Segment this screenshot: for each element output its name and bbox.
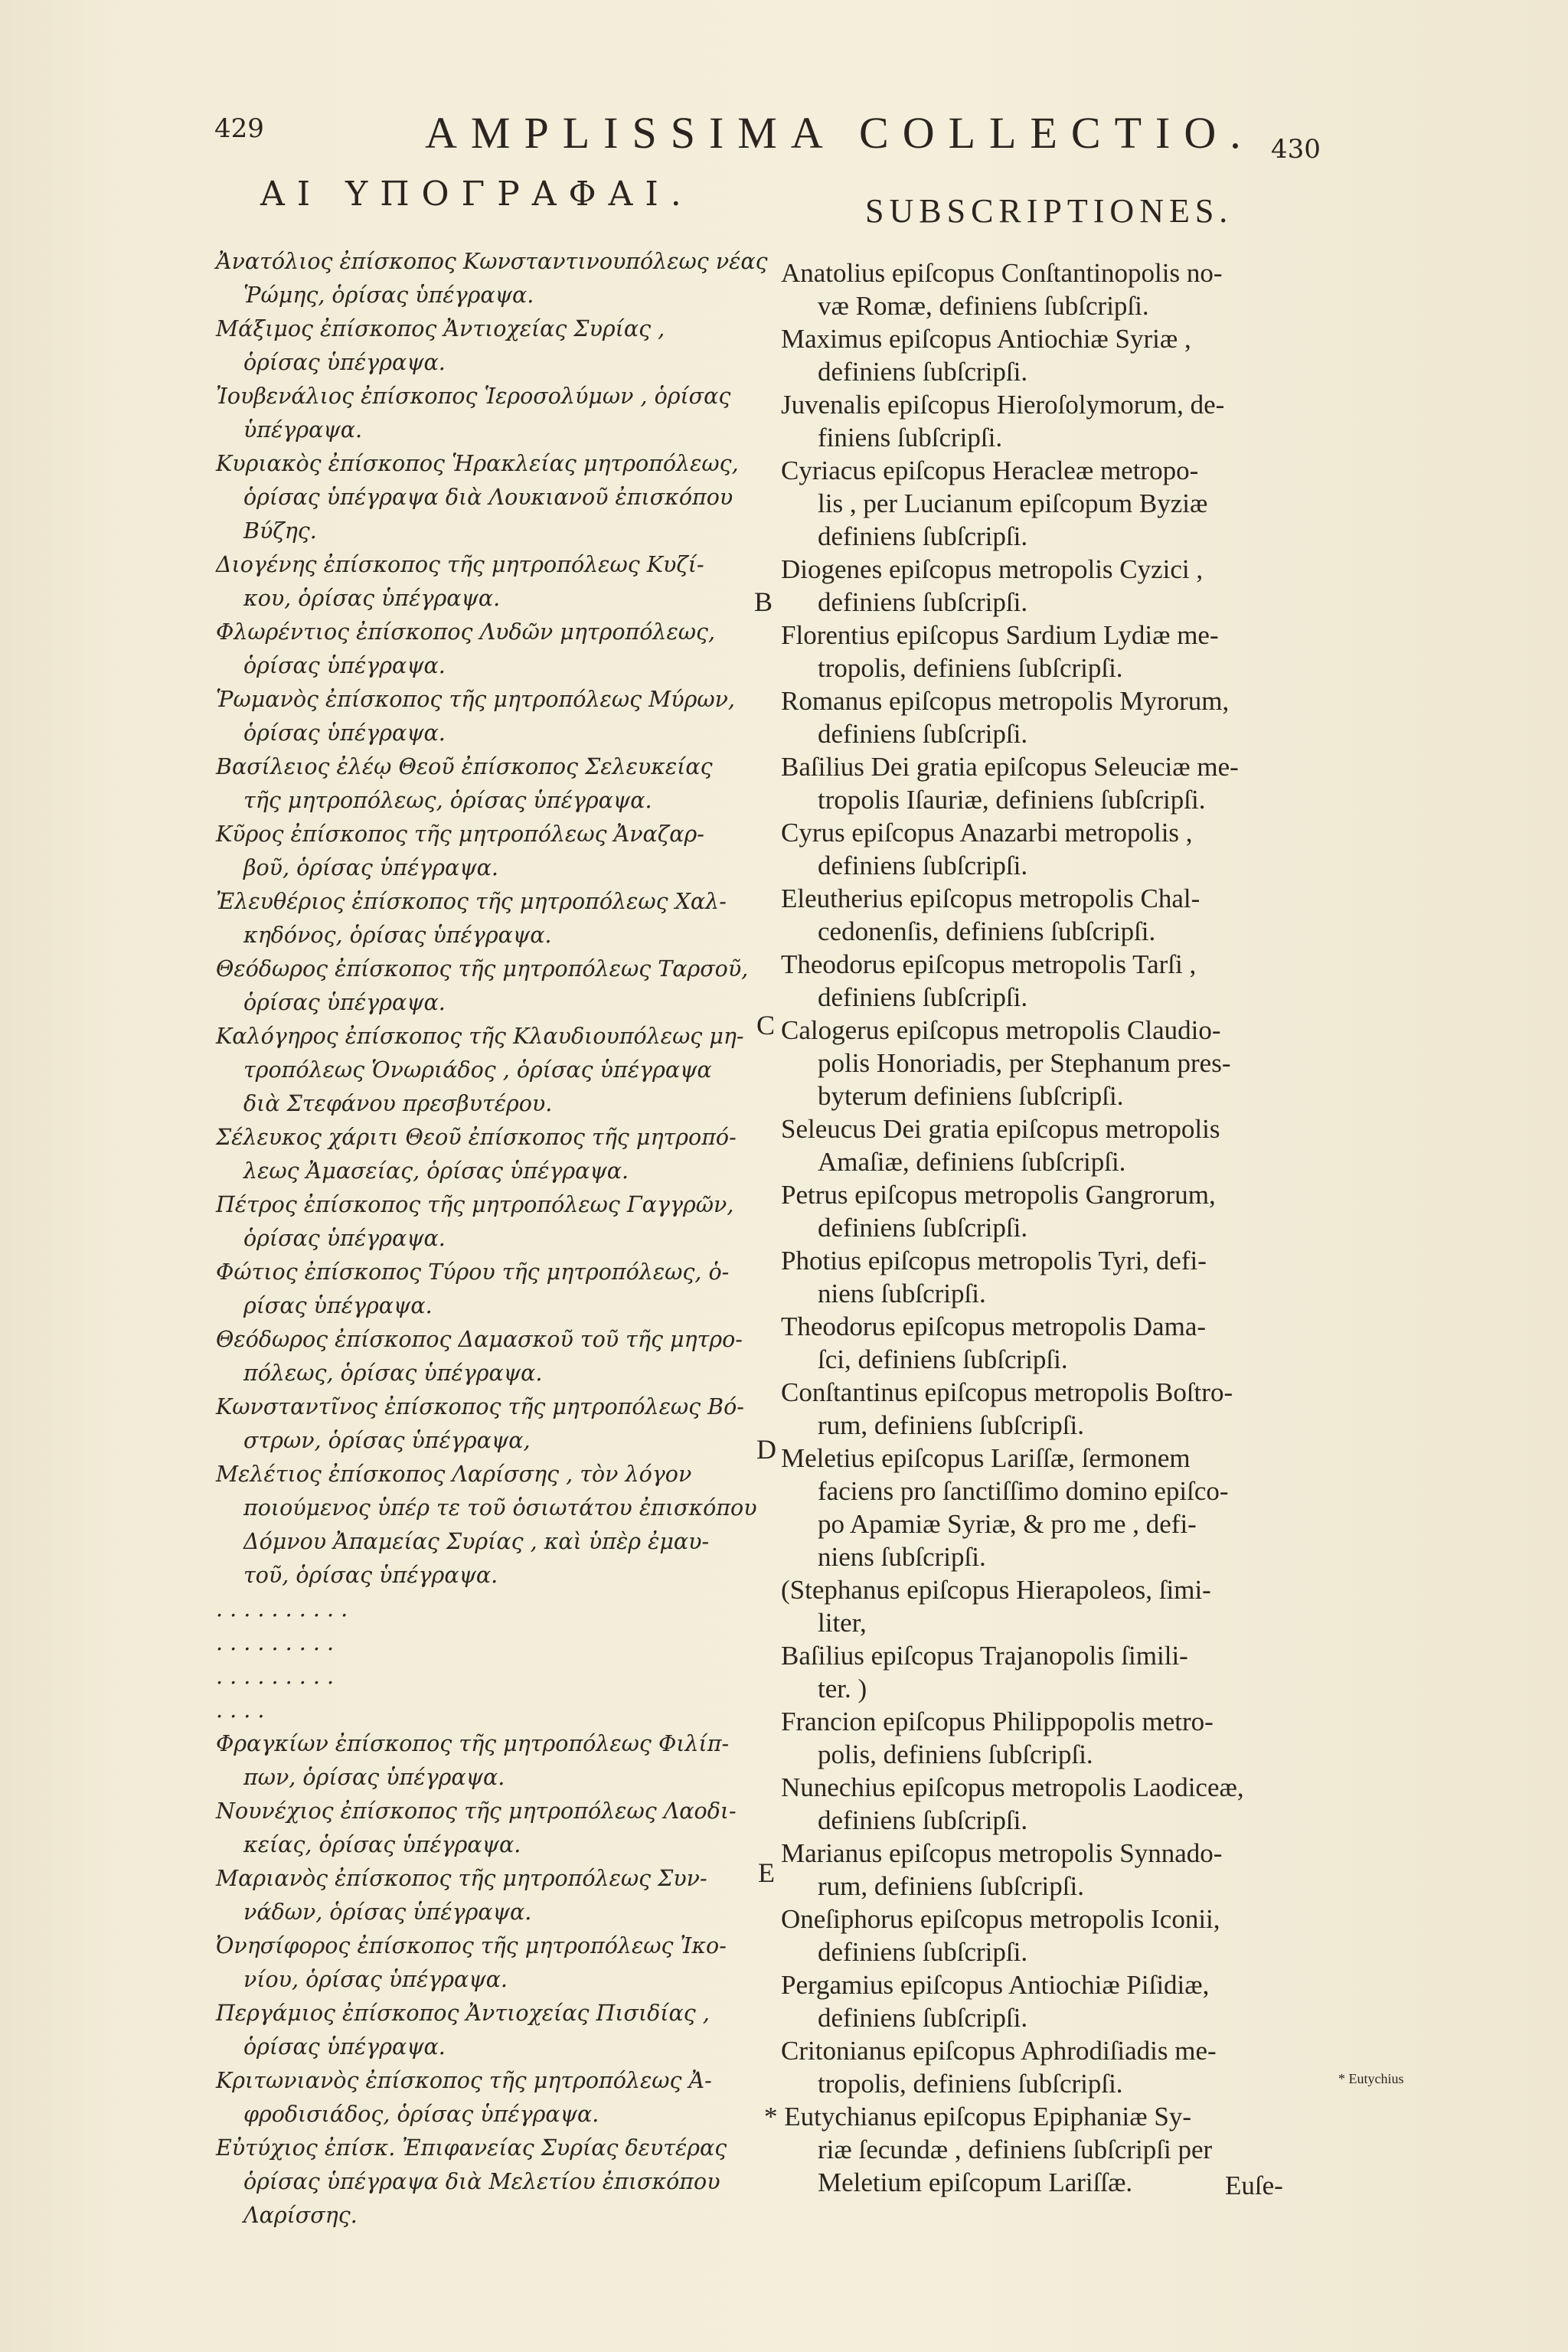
greek-text-line: . . . . . . . . . bbox=[216, 1630, 335, 1655]
latin-text-line: Meletius epiſcopus Lariſſæ, ſermonem bbox=[781, 1443, 1191, 1473]
latin-text-line: definiens ſubſcripſi. bbox=[818, 1213, 1028, 1243]
greek-text-line: Κριτωνιανὸς ἐπίσκοπος τῆς μητροπόλεως Ἀ- bbox=[216, 2068, 712, 2093]
greek-text-line: Σέλευκος χάριτι Θεοῦ ἐπίσκοπος τῆς μητροπό- bbox=[216, 1125, 737, 1150]
greek-text-line: ρίσας ὑπέγραψα. bbox=[243, 1293, 433, 1318]
margin-marker-d: D bbox=[756, 1434, 776, 1465]
greek-text-line: ὁρίσας ὑπέγραψα. bbox=[243, 1226, 446, 1251]
greek-text-line: Εὐτύχιος ἐπίσκ. Ἐπιφανείας Συρίας δευτέρας bbox=[216, 2135, 727, 2161]
greek-text-line: τοῦ, ὁρίσας ὑπέγραψα. bbox=[243, 1563, 498, 1588]
latin-text-line: definiens ſubſcripſi. bbox=[818, 719, 1028, 749]
greek-text-line: ὑπέγραψα. bbox=[243, 417, 363, 443]
greek-text-line: Μαριανὸς ἐπίσκοπος τῆς μητροπόλεως Συν- bbox=[216, 1866, 707, 1891]
greek-text-line: ποιούμενος ὑπέρ τε τοῦ ὁσιωτάτου ἐπισκόπου bbox=[243, 1495, 757, 1521]
greek-text-line: νίου, ὁρίσας ὑπέγραψα. bbox=[243, 1967, 508, 1992]
latin-text-line: Maximus epiſcopus Antiochiæ Syriæ , bbox=[781, 324, 1191, 354]
greek-text-line: Πέτρος ἐπίσκοπος τῆς μητροπόλεως Γαγγρῶν, bbox=[216, 1192, 734, 1217]
latin-text-line: tropolis, definiens ſubſcripſi. bbox=[818, 653, 1123, 683]
latin-text-line: Baſilius Dei gratia epiſcopus Seleuciæ me- bbox=[781, 752, 1239, 782]
latin-column-heading: SUBSCRIPTIONES. bbox=[865, 192, 1233, 230]
greek-text-line: Ῥώμης, ὁρίσας ὑπέγραψα. bbox=[243, 283, 534, 308]
catchword: Euſe- bbox=[1225, 2171, 1283, 2200]
latin-text-line: polis, definiens ſubſcripſi. bbox=[818, 1740, 1093, 1769]
latin-text-line: Photius epiſcopus metropolis Tyri, defi- bbox=[781, 1246, 1207, 1276]
latin-text-line: Eleutherius epiſcopus metropolis Chal- bbox=[781, 884, 1200, 913]
latin-text-line: Seleucus Dei gratia epiſcopus metropolis bbox=[781, 1114, 1220, 1144]
greek-text-line: Φλωρέντιος ἐπίσκοπος Λυδῶν μητροπόλεως, bbox=[216, 619, 716, 645]
greek-text-line: Βύζης. bbox=[243, 518, 317, 544]
greek-column-heading: ΑΙ ΥΠΟΓΡΑΦΑΙ. bbox=[260, 175, 694, 214]
latin-text-line: Nunechius epiſcopus metropolis Laodiceæ, bbox=[781, 1772, 1244, 1802]
latin-text-line: Theodorus epiſcopus metropolis Dama- bbox=[781, 1312, 1207, 1341]
greek-text-line: Ῥωμανὸς ἐπίσκοπος τῆς μητροπόλεως Μύρων, bbox=[216, 687, 735, 712]
latin-text-line: Romanus epiſcopus metropolis Myrorum, bbox=[781, 686, 1230, 716]
latin-text-line: ſci, definiens ſubſcripſi. bbox=[818, 1344, 1068, 1374]
page-number-right: 430 bbox=[1271, 134, 1321, 165]
latin-text-line: niens ſubſcripſi. bbox=[818, 1542, 986, 1572]
latin-text-line: Calogerus epiſcopus metropolis Claudio- bbox=[781, 1015, 1221, 1045]
greek-text-line: φροδισιάδος, ὁρίσας ὑπέγραψα. bbox=[243, 2102, 599, 2127]
latin-text-line: Theodorus epiſcopus metropolis Tarſi , bbox=[781, 949, 1197, 979]
latin-text-line: Florentius epiſcopus Sardium Lydiæ me- bbox=[781, 620, 1219, 650]
greek-text-line: κηδόνος, ὁρίσας ὑπέγραψα. bbox=[243, 923, 552, 948]
latin-text-line: Anatolius epiſcopus Conſtantinopolis no- bbox=[781, 258, 1223, 288]
latin-text-line: liter, bbox=[818, 1608, 867, 1638]
margin-note: * Eutychius bbox=[1338, 2071, 1404, 2086]
greek-text-line: πόλεως, ὁρίσας ὑπέγραψα. bbox=[243, 1361, 543, 1386]
greek-text-line: κου, ὁρίσας ὑπέγραψα. bbox=[243, 586, 501, 611]
greek-text-line: τῆς μητροπόλεως, ὁρίσας ὑπέγραψα. bbox=[243, 788, 652, 813]
latin-text-line: riæ ſecundæ , definiens ſubſcripſi per bbox=[818, 2135, 1213, 2164]
greek-text-line: λεως Ἀμασείας, ὁρίσας ὑπέγραψα. bbox=[243, 1158, 629, 1184]
latin-text-line: definiens ſubſcripſi. bbox=[818, 2003, 1028, 2033]
latin-text-line: Petrus epiſcopus metropolis Gangrorum, bbox=[781, 1180, 1216, 1210]
latin-text-line: definiens ſubſcripſi. bbox=[818, 521, 1028, 551]
greek-text-line: κείας, ὁρίσας ὑπέγραψα. bbox=[243, 1832, 521, 1857]
latin-text-line: rum, definiens ſubſcripſi. bbox=[818, 1871, 1084, 1901]
latin-text-column bbox=[764, 256, 1332, 2199]
greek-text-line: διὰ Στεφάνου πρεσβυτέρου. bbox=[243, 1091, 553, 1116]
greek-text-line: βοῦ, ὁρίσας ὑπέγραψα. bbox=[243, 855, 498, 880]
latin-text-line: definiens ſubſcripſi. bbox=[818, 982, 1028, 1012]
greek-text-line: ὁρίσας ὑπέγραψα διὰ Μελετίου ἐπισκόπου bbox=[243, 2169, 720, 2194]
greek-text-line: Δόμνου Ἀπαμείας Συρίας , καὶ ὑπὲρ ἐμαυ- bbox=[243, 1529, 710, 1554]
greek-text-line: ὁρίσας ὑπέγραψα. bbox=[243, 2034, 446, 2060]
running-title: AMPLISSIMA COLLECTIO. bbox=[425, 108, 1255, 158]
greek-text-line: Περγάμιος ἐπίσκοπος Ἀντιοχείας Πισιδίας , bbox=[216, 2001, 710, 2026]
greek-text-line: . . . . . . . . . bbox=[216, 1664, 335, 1689]
latin-text-line: Marianus epiſcopus metropolis Synnado- bbox=[781, 1838, 1223, 1868]
greek-text-line: Μελέτιος ἐπίσκοπος Λαρίσσης , τὸν λόγον bbox=[216, 1462, 692, 1487]
greek-text-line: ὁρίσας ὑπέγραψα. bbox=[243, 653, 446, 678]
latin-text-line: niens ſubſcripſi. bbox=[818, 1279, 986, 1308]
greek-text-line: Διογένης ἐπίσκοπος τῆς μητροπόλεως Κυζί- bbox=[216, 552, 704, 577]
latin-text-line: Critonianus epiſcopus Aphrodiſiadis me- bbox=[781, 2036, 1217, 2066]
latin-text-line: ter. ) bbox=[818, 1674, 867, 1704]
greek-text-line: Ἰουβενάλιος ἐπίσκοπος Ἱεροσολύμων , ὁρίσας bbox=[216, 384, 731, 409]
latin-text-line: byterum definiens ſubſcripſi. bbox=[818, 1081, 1124, 1111]
latin-text-line: definiens ſubſcripſi. bbox=[818, 357, 1028, 387]
page-number-left: 429 bbox=[214, 113, 264, 144]
greek-text-line: ὁρίσας ὑπέγραψα. bbox=[243, 350, 446, 375]
latin-text-line: Francion epiſcopus Philippopolis metro- bbox=[781, 1707, 1214, 1736]
latin-text-line: Conſtantinus epiſcopus metropolis Boſtro- bbox=[781, 1377, 1233, 1407]
greek-text-line: Λαρίσσης. bbox=[243, 2203, 358, 2228]
latin-text-line: Meletium epiſcopum Lariſſæ. bbox=[818, 2167, 1133, 2197]
latin-text-line: Baſilius epiſcopus Trajanopolis ſimili- bbox=[781, 1641, 1188, 1671]
latin-text-line: definiens ſubſcripſi. bbox=[818, 1937, 1028, 1967]
margin-marker-e: E bbox=[758, 1857, 775, 1888]
latin-text-line: væ Romæ, definiens ſubſcripſi. bbox=[818, 291, 1149, 321]
greek-text-line: Φώτιος ἐπίσκοπος Τύρου τῆς μητροπόλεως, ὁ- bbox=[216, 1259, 730, 1285]
greek-text-line: Ἀνατόλιος ἐπίσκοπος Κωνσταντινουπόλεως νέας bbox=[216, 249, 768, 274]
greek-text-line: Ἐλευθέριος ἐπίσκοπος τῆς μητροπόλεως Χαλ- bbox=[216, 889, 727, 914]
greek-text-line: Μάξιμος ἐπίσκοπος Ἀντιοχείας Συρίας , bbox=[216, 316, 665, 341]
greek-text-line: Θεόδωρος ἐπίσκοπος Δαμασκοῦ τοῦ τῆς μητρο- bbox=[216, 1327, 743, 1352]
greek-text-line: ὁρίσας ὑπέγραψα. bbox=[243, 720, 446, 746]
latin-text-line: rum, definiens ſubſcripſi. bbox=[818, 1410, 1084, 1440]
latin-text-line: cedonenſis, definiens ſubſcripſi. bbox=[818, 916, 1156, 946]
greek-text-line: Ὀνησίφορος ἐπίσκοπος τῆς μητροπόλεως Ἰκο- bbox=[216, 1933, 727, 1958]
latin-text-line: definiens ſubſcripſi. bbox=[818, 1805, 1028, 1835]
greek-text-line: νάδων, ὁρίσας ὑπέγραψα. bbox=[243, 1900, 532, 1925]
greek-text-line: ὁρίσας ὑπέγραψα διὰ Λουκιανοῦ ἐπισκόπου bbox=[243, 485, 733, 510]
margin-marker-c: C bbox=[756, 1010, 776, 1040]
latin-text-line: * Eutychianus epiſcopus Epiphaniæ Sy- bbox=[764, 2102, 1191, 2132]
latin-text-line: faciens pro ſanctiſſimo domino epiſco- bbox=[818, 1476, 1229, 1506]
latin-text-line: finiens ſubſcripſi. bbox=[818, 423, 1003, 452]
margin-marker-b: B bbox=[754, 586, 773, 617]
greek-text-line: . . . . . . . . . . bbox=[216, 1596, 348, 1622]
greek-text-line: . . . . bbox=[216, 1697, 265, 1723]
greek-text-line: Φραγκίων ἐπίσκοπος τῆς μητροπόλεως Φιλίπ- bbox=[216, 1731, 730, 1756]
greek-text-line: Θεόδωρος ἐπίσκοπος τῆς μητροπόλεως Ταρσοῦ, bbox=[216, 956, 749, 982]
greek-text-line: Βασίλειος ἐλέῳ Θεοῦ ἐπίσκοπος Σελευκείας bbox=[216, 754, 713, 779]
greek-text-line: Κῦρος ἐπίσκοπος τῆς μητροπόλεως Ἀναζαρ- bbox=[216, 822, 704, 847]
greek-text-line: στρων, ὁρίσας ὑπέγραψα, bbox=[243, 1428, 531, 1453]
latin-text-line: Oneſiphorus epiſcopus metropolis Iconii, bbox=[781, 1904, 1220, 1934]
latin-text-line: Cyrus epiſcopus Anazarbi metropolis , bbox=[781, 818, 1193, 848]
latin-text-line: definiens ſubſcripſi. bbox=[818, 587, 1028, 617]
latin-text-line: tropolis, definiens ſubſcripſi. bbox=[818, 2069, 1123, 2099]
latin-text-line: definiens ſubſcripſi. bbox=[818, 851, 1028, 880]
greek-text-line: Κυριακὸς ἐπίσκοπος Ἡρακλείας μητροπόλεως, bbox=[216, 451, 739, 476]
greek-text-line: Νουνέχιος ἐπίσκοπος τῆς μητροπόλεως Λαοδι- bbox=[216, 1798, 737, 1824]
latin-text-line: Amaſiæ, definiens ſubſcripſi. bbox=[818, 1147, 1126, 1177]
greek-text-line: ὁρίσας ὑπέγραψα. bbox=[243, 990, 446, 1015]
greek-text-column bbox=[216, 245, 768, 2233]
latin-text-line: po Apamiæ Syriæ, & pro me , defi- bbox=[818, 1509, 1197, 1539]
greek-text-line: πων, ὁρίσας ὑπέγραψα. bbox=[243, 1765, 505, 1790]
latin-text-line: tropolis Iſauriæ, definiens ſubſcripſi. bbox=[818, 785, 1206, 815]
latin-text-line: (Stephanus epiſcopus Hierapoleos, ſimi- bbox=[781, 1575, 1211, 1605]
latin-text-line: Pergamius epiſcopus Antiochiæ Piſidiæ, bbox=[781, 1970, 1210, 2000]
greek-text-line: Καλόγηρος ἐπίσκοπος τῆς Κλαυδιουπόλεως μη- bbox=[216, 1024, 744, 1049]
latin-text-line: Juvenalis epiſcopus Hieroſolymorum, de- bbox=[781, 390, 1225, 420]
latin-text-line: Cyriacus epiſcopus Heracleæ metropo- bbox=[781, 456, 1199, 485]
latin-text-line: lis , per Lucianum epiſcopum Byziæ bbox=[818, 488, 1208, 518]
latin-text-line: Diogenes epiſcopus metropolis Cyzici , bbox=[781, 554, 1204, 584]
greek-text-line: Κωνσταντῖνος ἐπίσκοπος τῆς μητροπόλεως Βό- bbox=[216, 1394, 744, 1419]
greek-text-line: τροπόλεως Ὁνωριάδος , ὁρίσας ὑπέγραψα bbox=[243, 1057, 712, 1083]
latin-text-line: polis Honoriadis, per Stephanum pres- bbox=[818, 1048, 1231, 1078]
